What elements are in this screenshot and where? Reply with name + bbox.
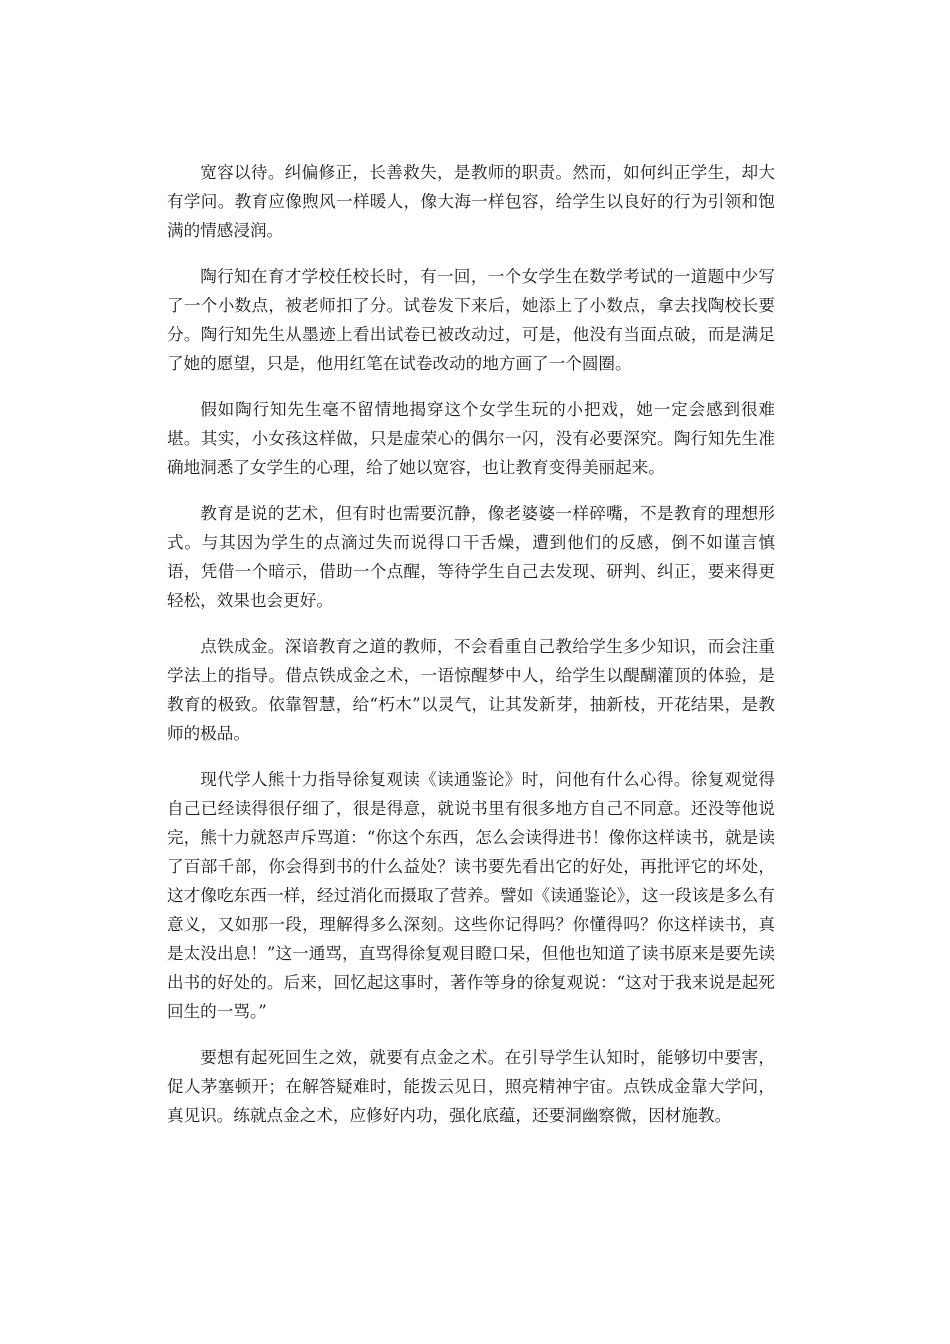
paragraph-4: 教育是说的艺术，但有时也需要沉静，像老婆婆一样碎嘴，不是教育的理想形式。与其因为学生的点滴过失而说得口干舌燥，遭到他们的反感，倒不如谨言慎语，凭借一个暗示，借助一个点醒，等待学生自己去发现、研判、纠正，要来得更轻松，效果也会更好。 bbox=[167, 504, 775, 610]
paragraph-7: 要想有起死回生之效，就要有点金之术。在引导学生认知时，能够切中要害，促人茅塞顿开；在解答疑难时，能拨云见日，照亮精神宇宙。点铁成金靠大学问，真见识。练就点金之术，应修好内功，强化底蕴，还要洞幽察微，因材施教。 bbox=[167, 1048, 775, 1125]
paragraph-3: 假如陶行知先生毫不留情地揭穿这个女学生玩的小把戏，她一定会感到很难堪。其实，小女孩这样做，只是虚荣心的偶尔一闪，没有必要深究。陶行知先生准确地洞悉了女学生的心理，给了她以宽容，也让教育变得美丽起来。 bbox=[167, 400, 775, 477]
paragraph-6: 现代学人熊十力指导徐复观读《读通鉴论》时，问他有什么心得。徐复观觉得自己已经读得很仔细了，很是得意，就说书里有很多地方自己不同意。还没等他说完，熊十力就怒声斥骂道：“你这个东西，怎么会读得进书！像你这样读书，就是读了百部千部，你会得到书的什么益处？读书要先看出它的好处，再批评它的坏处，这才像吃东西一样，经过消化而摄取了营养。譬如《读通鉴论》，这一段该是多么有意义，又如那一段，理解得多么深刻。这些你记得吗？你懂得吗？你这样读书，真是太没出息！”这一通骂，直骂得徐复观目瞪口呆，但他也知道了读书原来是要先读出书的好处的。后来，回忆起这事时，著作等身的徐复观说：“这对于我来说是起死回生的一骂。” bbox=[167, 770, 775, 1021]
paragraph-5: 点铁成金。深谙教育之道的教师，不会看重自己教给学生多少知识，而会注重学法上的指导。借点铁成金之术，一语惊醒梦中人，给学生以醍醐灌顶的体验，是教育的极致。依靠智慧，给“朽木”以灵气，让其发新芽，抽新枝，开花结果，是教师的极品。 bbox=[167, 637, 775, 743]
paragraph-2: 陶行知在育才学校任校长时，有一回，一个女学生在数学考试的一道题中少写了一个小数点，被老师扣了分。试卷发下来后，她添上了小数点，拿去找陶校长要分。陶行知先生从墨迹上看出试卷已被改动过，可是，他没有当面点破，而是满足了她的愿望，只是，他用红笔在试卷改动的地方画了一个圆圈。 bbox=[167, 267, 775, 373]
document-body bbox=[167, 158, 775, 1147]
paragraph-1: 宽容以待。纠偏修正，长善救失，是教师的职责。然而，如何纠正学生，却大有学问。教育应像煦风一样暖人，像大海一样包容，给学生以良好的行为引领和饱满的情感浸润。 bbox=[167, 163, 775, 240]
